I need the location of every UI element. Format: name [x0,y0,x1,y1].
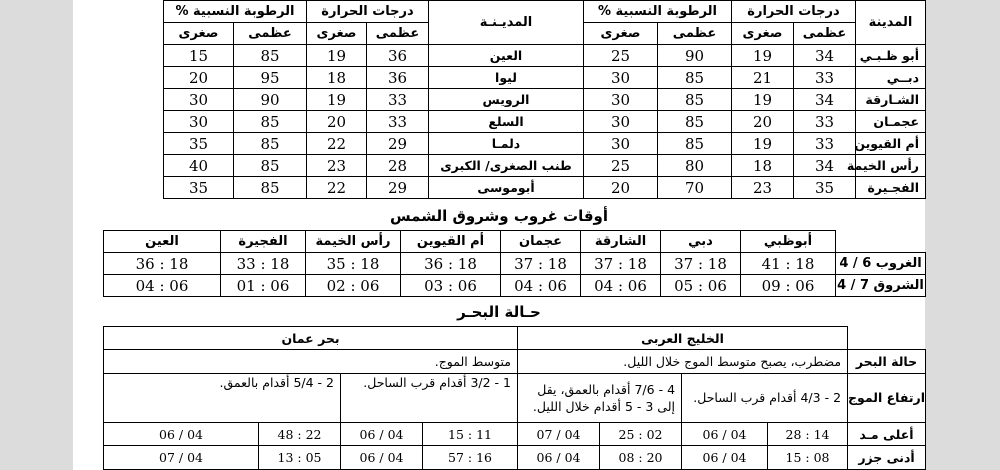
temp-min: 20 [732,111,794,133]
gulf-header: الخليج العربى [518,327,848,350]
city-name: دلمـا [429,133,584,155]
city-name: أبو ظـبـي [856,45,926,67]
temp-max: 33 [367,111,429,133]
min-header: صغرى [307,23,367,45]
high-tide-row [104,423,926,446]
temp-min: 18 [732,155,794,177]
max-header: عظمى [794,23,856,45]
humidity-max: 80 [658,155,732,177]
temp-max: 33 [794,133,856,155]
humidity-min: 35 [164,133,234,155]
sunset-label: الغروب 6 / 4 [836,253,926,275]
city-name: دبــي [856,67,926,89]
sun-city: دبي [661,231,741,253]
sunrise-row [104,275,926,297]
city-name: الفجـيرة [856,177,926,199]
tide-value: 04 / 06 [104,423,259,446]
tide-value: 04 / 06 [682,446,768,470]
temp-max: 33 [367,89,429,111]
tide-value: 04 / 06 [518,446,600,470]
sun-city: الشارقة [581,231,661,253]
humidity-max: 95 [234,67,307,89]
sun-time: 06 : 03 [401,275,501,297]
temp-min: 20 [307,111,367,133]
tide-value: 02 : 25 [600,423,682,446]
sun-city: أبوظبي [741,231,836,253]
humidity-max: 85 [234,45,307,67]
humidity-max: 85 [234,155,307,177]
temp-min: 19 [732,45,794,67]
city-name: رأس الخيمة [856,155,926,177]
sun-time: 06 : 05 [661,275,741,297]
sun-time: 18 : 37 [581,253,661,275]
temp-min: 18 [307,67,367,89]
sunset-row [104,253,926,275]
wave-height-label: ارتفاع الموج [848,373,926,422]
temp-max: 35 [794,177,856,199]
table-row [74,133,926,155]
city-name: الرويس [429,89,584,111]
sun-city: رأس الخيمة [306,231,401,253]
table-row [74,155,926,177]
sun-city: عجمان [501,231,581,253]
humidity-min: 25 [584,155,658,177]
city-name: طنب الصغرى/ الكبرى [429,155,584,177]
sea-state-title: حـالة البحـر [457,303,541,321]
max-header: عظمى [367,23,429,45]
sun-city: العين [104,231,221,253]
table-row [74,177,926,199]
tide-value: 11 : 15 [423,423,518,446]
humidity-min: 20 [584,177,658,199]
sun-city: الفجيرة [221,231,306,253]
humidity-header-right: الرطوبة النسبية % [584,1,732,23]
sun-time: 06 : 01 [221,275,306,297]
tide-value: 04 / 06 [341,423,423,446]
min-header: صغرى [584,23,658,45]
humidity-max: 90 [234,89,307,111]
temp-min: 22 [307,177,367,199]
humidity-max: 85 [658,133,732,155]
temp-min: 19 [732,133,794,155]
temp-max: 34 [794,155,856,177]
temp-min: 19 [307,89,367,111]
tide-value: 22 : 48 [259,423,341,446]
sea-state-table [103,326,926,470]
city-name: أم القيوين [856,133,926,155]
sun-time: 06 : 09 [741,275,836,297]
temp-max: 34 [794,45,856,67]
humidity-min: 30 [584,111,658,133]
city-name: السلع [429,111,584,133]
sunrise-label: الشروق 7 / 4 [836,275,926,297]
sun-times-title: أوقات غروب وشروق الشمس [389,207,609,225]
sun-city: أم القيوين [401,231,501,253]
sun-time: 18 : 33 [221,253,306,275]
humidity-max: 85 [234,111,307,133]
min-header: صغرى [732,23,794,45]
sun-time: 06 : 04 [104,275,221,297]
temp-max: 36 [367,45,429,67]
tide-value: 20 : 08 [600,446,682,470]
temp-max: 33 [794,111,856,133]
temp-max: 34 [794,89,856,111]
max-header: عظمى [234,23,307,45]
humidity-min: 35 [164,177,234,199]
temp-min: 21 [732,67,794,89]
city-name: العين [429,45,584,67]
high-tide-label: أعلى مـد [848,423,926,446]
sun-time: 18 : 36 [104,253,221,275]
humidity-min: 30 [584,67,658,89]
temp-min: 23 [307,155,367,177]
oman-state: متوسط الموج. [104,350,518,373]
low-tide-row [104,446,926,470]
sun-time: 18 : 37 [661,253,741,275]
humidity-max: 85 [234,177,307,199]
low-tide-label: أدنى جزر [848,446,926,470]
temp-max: 36 [367,67,429,89]
wave-height-value: 2 - 5/4 أقدام بالعمق. [104,373,341,422]
humidity-min: 30 [164,89,234,111]
humidity-min: 25 [584,45,658,67]
sun-time: 06 : 04 [501,275,581,297]
table-row [74,89,926,111]
sun-time: 06 : 04 [581,275,661,297]
sun-time: 18 : 37 [501,253,581,275]
humidity-max: 85 [658,67,732,89]
humidity-min: 30 [164,111,234,133]
tide-value: 14 : 28 [768,423,848,446]
humidity-max: 85 [234,133,307,155]
sun-time: 06 : 02 [306,275,401,297]
tide-value: 04 / 06 [682,423,768,446]
city-header-right: المدينة [856,1,926,45]
temp-max: 33 [794,67,856,89]
weather-sheet [73,0,925,470]
city-name: أبوموسى [429,177,584,199]
temp-min: 19 [307,45,367,67]
tide-value: 04 / 07 [518,423,600,446]
sun-time: 18 : 36 [401,253,501,275]
oman-header: بحر عمان [104,327,518,350]
weather-table [73,0,926,199]
gulf-state: مضطرب، يصبح متوسط الموج خلال الليل. [518,350,848,373]
table-row [74,111,926,133]
humidity-min: 30 [584,133,658,155]
wave-height-value: 4 - 7/6 أقدام بالعمق، يقل إلى 3 - 5 أقدام خلال الليل. [518,373,682,422]
city-name: عجمـان [856,111,926,133]
humidity-max: 70 [658,177,732,199]
city-name: ليوا [429,67,584,89]
max-header: عظمى [658,23,732,45]
temp-header-left: درجات الحرارة [307,1,429,23]
humidity-min: 15 [164,45,234,67]
temp-min: 23 [732,177,794,199]
temp-header-right: درجات الحرارة [732,1,856,23]
table-row [74,45,926,67]
tide-value: 16 : 57 [423,446,518,470]
temp-max: 29 [367,133,429,155]
table-row [74,67,926,89]
humidity-max: 90 [658,45,732,67]
wave-height-value: 1 - 3/2 أقدام قرب الساحل. [341,373,518,422]
humidity-header-left: الرطوبة النسبية % [164,1,307,23]
sun-time: 18 : 41 [741,253,836,275]
tide-value: 05 : 13 [259,446,341,470]
temp-max: 29 [367,177,429,199]
tide-value: 04 / 07 [104,446,259,470]
humidity-min: 40 [164,155,234,177]
min-header: صغرى [164,23,234,45]
sun-times-table [103,230,926,297]
sea-state-label: حالة البحر [848,350,926,373]
temp-min: 22 [307,133,367,155]
humidity-min: 20 [164,67,234,89]
tide-value: 08 : 15 [768,446,848,470]
wave-height-value: 2 - 4/3 أقدام قرب الساحل. [682,373,848,422]
humidity-min: 30 [584,89,658,111]
sun-time: 18 : 35 [306,253,401,275]
temp-min: 19 [732,89,794,111]
humidity-max: 85 [658,111,732,133]
tide-value: 04 / 06 [341,446,423,470]
temp-max: 28 [367,155,429,177]
humidity-max: 85 [658,89,732,111]
city-name: الشـارقة [856,89,926,111]
city-header-left: المديـنـة [429,1,584,45]
